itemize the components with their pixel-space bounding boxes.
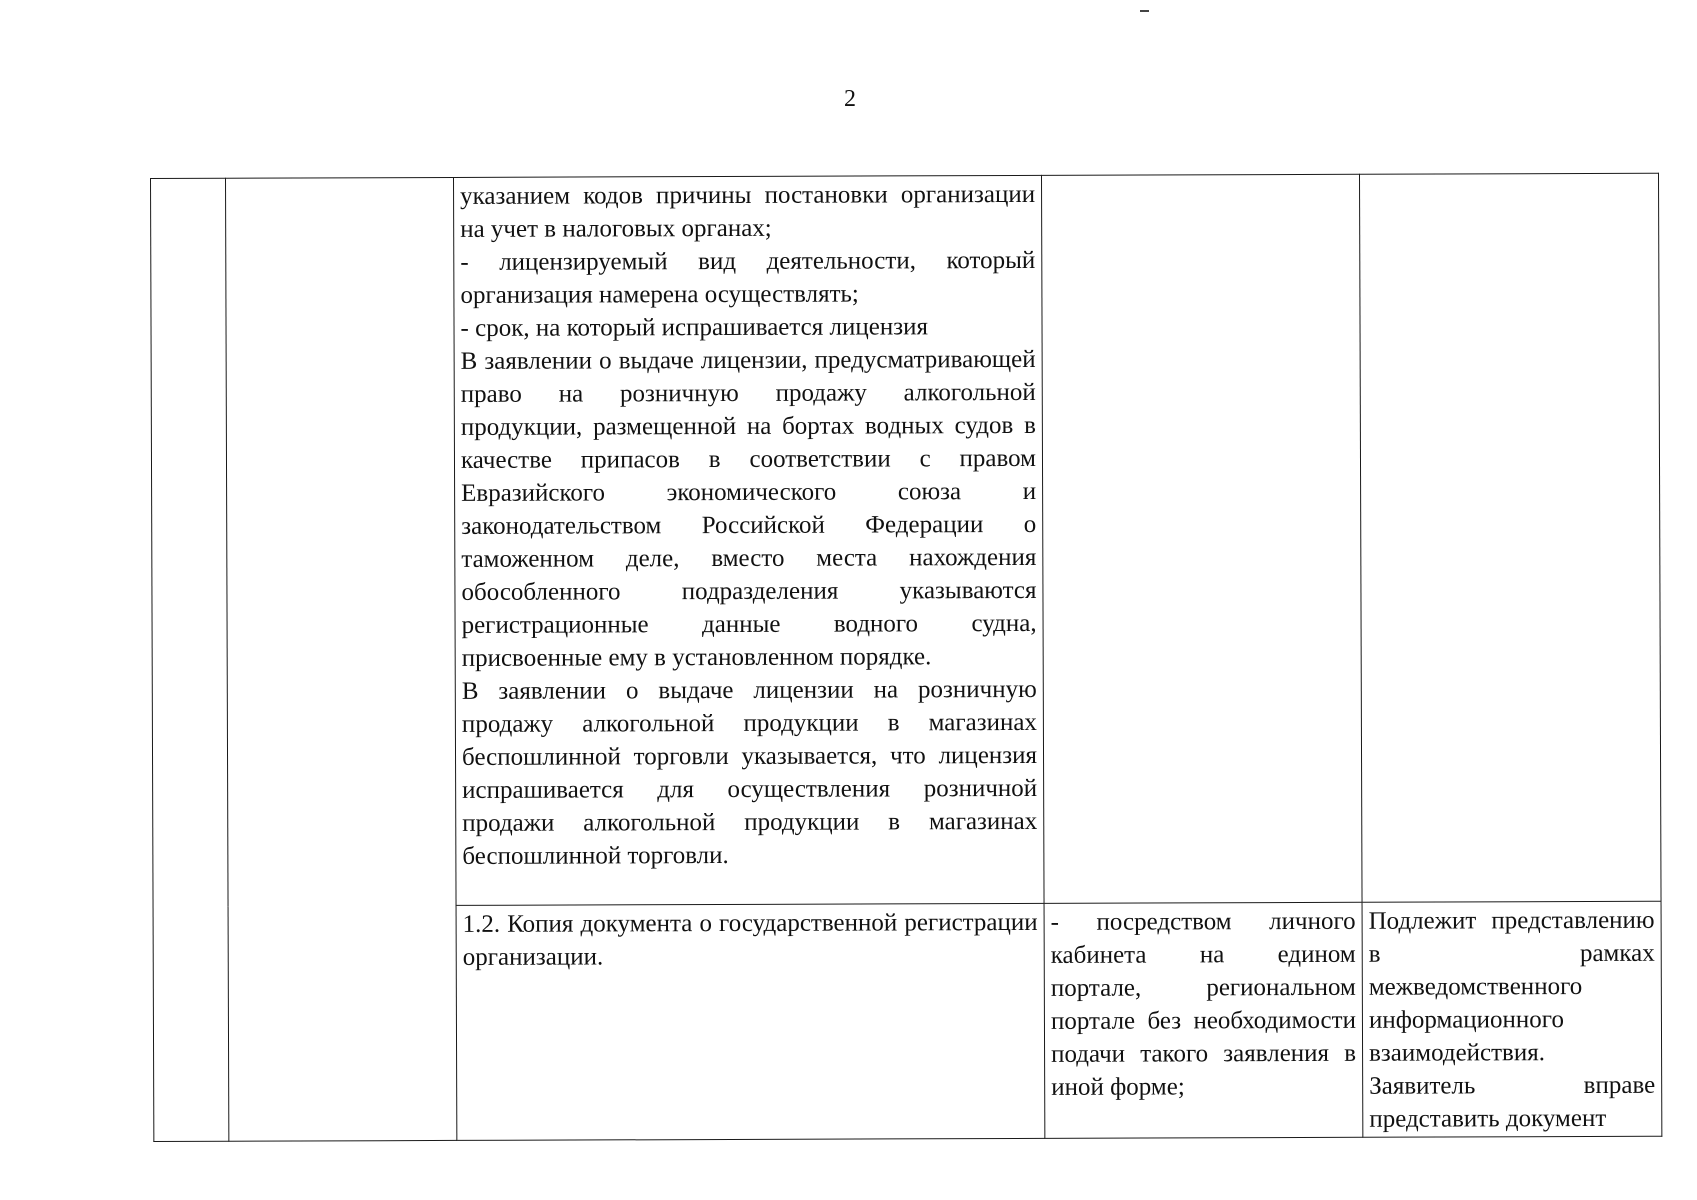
submission-method-text: - посредством личного кабинета на едином портале, региональном портале без необходимости подачи такого заявления в иной форме; (1050, 907, 1357, 1101)
page-number: 2 (844, 86, 856, 112)
paragraph-license-term: - срок, на который испрашивается лицензия (460, 313, 928, 342)
note-applicant-right: Заявитель вправе представить документ (1369, 1071, 1656, 1133)
cell-registration-document (456, 903, 1045, 1140)
paragraph-duty-free: В заявлении о выдаче лицензии на розничную продажу алкогольной продукции в магазинах беспошлинной торговли указывается, что лицензия испрашивается для осуществления розничной продажи алкогольной продукции в магазинах беспошлинной торговли. (461, 675, 1038, 870)
paragraph-tax-codes: указанием кодов причины постановки организации на учет в налоговых органах; (460, 180, 1036, 243)
cell-service-column (226, 177, 457, 1141)
cell-submission-method (1044, 902, 1363, 1138)
cell-notes-empty (1359, 173, 1661, 902)
cell-submission-method-empty (1041, 174, 1362, 903)
paragraph-activity-type: - лицензируемый вид деятельности, который организация намерена осуществлять; (460, 246, 1036, 309)
requirements-table (150, 173, 1662, 1142)
paragraph-ship-registration: В заявлении о выдаче лицензии, предусматривающей право на розничную продажу алкогольной продукции, размещенной на бортах водных судов в качестве припасов в соответствии с правом Евразийского экономического союза и законодательством Российской Федерации о таможенном деле, вместо места нахождения обособленного подразделения указываются регистрационные данные водного судна, присвоенные ему в установленном порядке. (460, 345, 1037, 672)
document-title: 1.2. Копия документа о государственной регистрации организации. (462, 908, 1038, 971)
note-interagency: Подлежит представлению в рамках межведомственного информационного взаимодействия. (1368, 906, 1655, 1067)
cell-notes (1362, 901, 1662, 1137)
scan-artifact (1140, 10, 1149, 12)
cell-number-column (151, 178, 229, 1141)
cell-application-contents (453, 175, 1044, 905)
table-row (151, 173, 1662, 906)
